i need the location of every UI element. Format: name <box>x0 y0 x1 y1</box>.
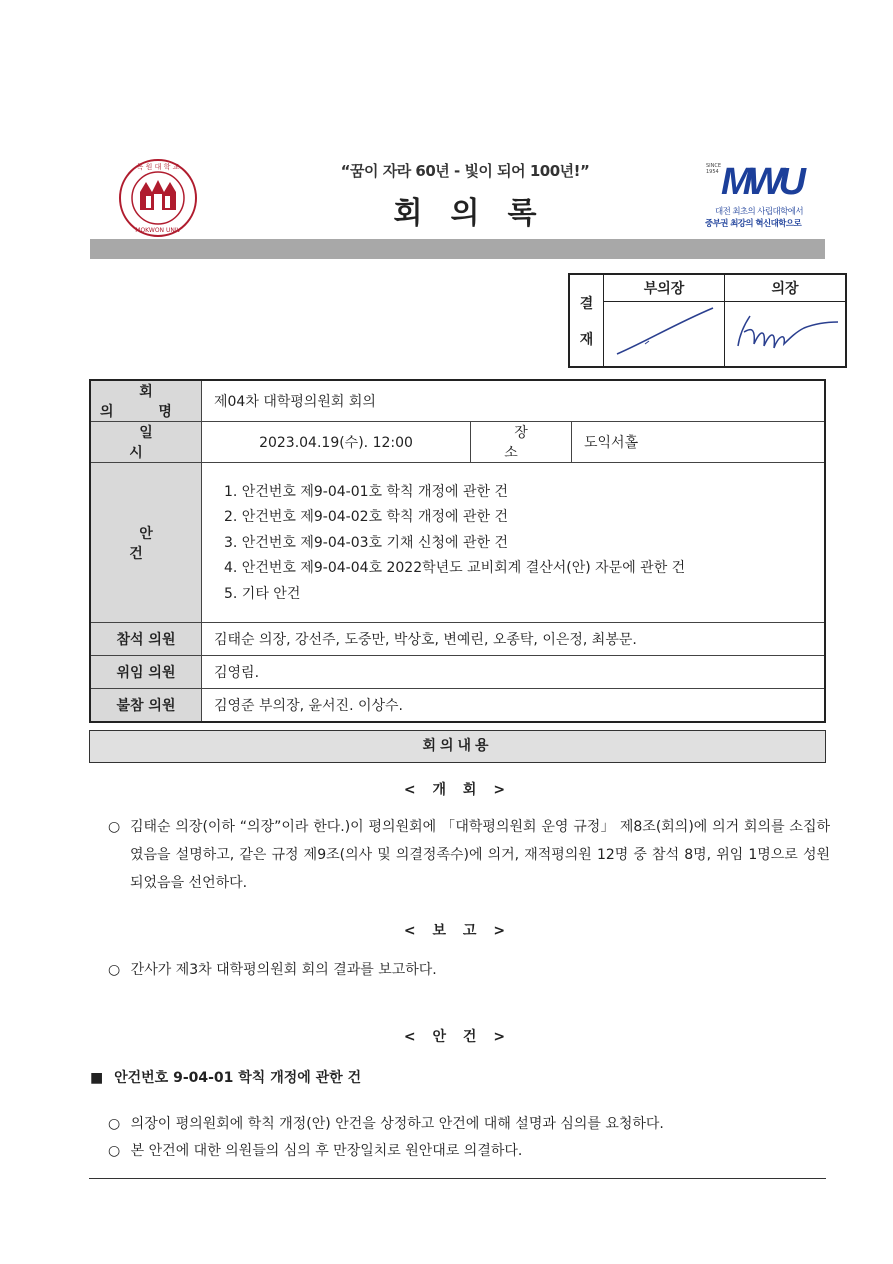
report-heading: < 보 고 > <box>403 923 512 939</box>
agenda-item-title: 안건번호 9-04-01 학칙 개정에 관한 건 <box>114 1070 362 1086</box>
page-title: 회의록 <box>393 196 565 231</box>
agenda-label: 안 건 <box>90 463 202 623</box>
absent-label: 불참 의원 <box>90 689 202 722</box>
minutes-section-title: 회의내용 <box>89 730 826 763</box>
brand-wordmark: MWU <box>721 161 801 203</box>
meeting-name-label: 회 의 명 <box>90 380 202 422</box>
agenda-item: 3. 안건번호 제9-04-03호 기채 신청에 관한 건 <box>224 534 509 551</box>
agenda-cell <box>202 463 826 623</box>
absent-value: 김영준 부의장, 윤서진. 이상수. <box>202 689 826 722</box>
university-seal <box>118 158 198 238</box>
report-text: 간사가 제3차 대학평의원회 회의 결과를 보고하다. <box>130 962 437 978</box>
approval-col-vice-chair: 부의장 <box>604 274 725 302</box>
header-divider-bar <box>90 239 825 259</box>
footer-divider <box>89 1178 826 1179</box>
agenda-list <box>202 468 824 618</box>
circle-bullet-icon: ○ <box>108 962 121 978</box>
agenda-heading: < 안 건 > <box>403 1029 512 1045</box>
place-label: 장 소 <box>471 422 572 463</box>
attendees-value: 김태순 의장, 강선주, 도중만, 박상호, 변예린, 오종탁, 이은정, 최봉문. <box>202 623 826 656</box>
circle-bullet-icon: ○ <box>108 1143 121 1159</box>
square-bullet-icon: ■ <box>90 1070 104 1086</box>
slogan: “꿈이 자라 60년 - 빛이 되어 100년!” <box>340 162 590 180</box>
opening-heading: < 개 회 > <box>403 782 512 798</box>
proxy-value: 김영림. <box>202 656 826 689</box>
approval-side-label: 결 재 <box>569 274 604 367</box>
chair-signature <box>725 302 847 368</box>
agenda-item-line <box>108 1110 828 1138</box>
agenda-item-line-text: 의장이 평의원회에 학칙 개정(안) 안건을 상정하고 안건에 대해 설명과 심의를 요청하다. <box>130 1116 664 1132</box>
brand-logo <box>703 163 828 233</box>
agenda-item: 2. 안건번호 제9-04-02호 학칙 개정에 관한 건 <box>224 509 509 526</box>
agenda-item: 4. 안건번호 제9-04-04호 2022학년도 교비회계 결산서(안) 자문에 관한 건 <box>224 560 686 577</box>
agenda-item-line-text: 본 안건에 대한 의원들의 심의 후 만장일치로 원안대로 의결하다. <box>130 1143 523 1159</box>
date-value: 2023.04.19(수). 12:00 <box>202 422 471 463</box>
approval-col-chair: 의장 <box>725 274 847 302</box>
svg-text:목 원 대 학 교: 목 원 대 학 교 <box>136 163 180 171</box>
agenda-item: 1. 안건번호 제9-04-01호 학칙 개정에 관한 건 <box>224 483 509 500</box>
circle-bullet-icon: ○ <box>108 1116 121 1132</box>
date-label: 일 시 <box>90 422 202 463</box>
since-label: SINCE 1954 <box>706 163 722 175</box>
opening-text: 김태순 의장(이하 “의장”이라 한다.)이 평의원회에 「대학평의원회 운영 규정」 제8조(회의)에 의거 회의를 소집하였음을 설명하고, 같은 규정 제9조(의사 및 의결정족수)에 의거, 재적평의원 12명 중 참석 8명, 위임 1명으로 성원되었음을 선언하다. <box>130 819 830 891</box>
meeting-info-table <box>89 379 826 723</box>
meeting-name-value: 제04차 대학평의원회 회의 <box>202 380 826 422</box>
report-paragraph <box>108 956 828 984</box>
attendees-label: 참석 의원 <box>90 623 202 656</box>
svg-text:MOKWON UNIV: MOKWON UNIV <box>135 227 181 234</box>
agenda-item-line <box>108 1137 828 1165</box>
brand-tagline-1: 대전 최초의 사립대학에서 <box>715 207 803 217</box>
agenda-item: 5. 기타 안건 <box>224 585 301 602</box>
vice-chair-signature <box>604 302 725 368</box>
brand-tagline-2: 중부권 최강의 혁신대학으로 <box>705 219 802 229</box>
agenda-item-heading <box>90 1067 361 1087</box>
proxy-label: 위임 의원 <box>90 656 202 689</box>
circle-bullet-icon: ○ <box>108 819 121 835</box>
approval-box <box>568 273 847 368</box>
place-value: 도익서홀 <box>572 422 826 463</box>
